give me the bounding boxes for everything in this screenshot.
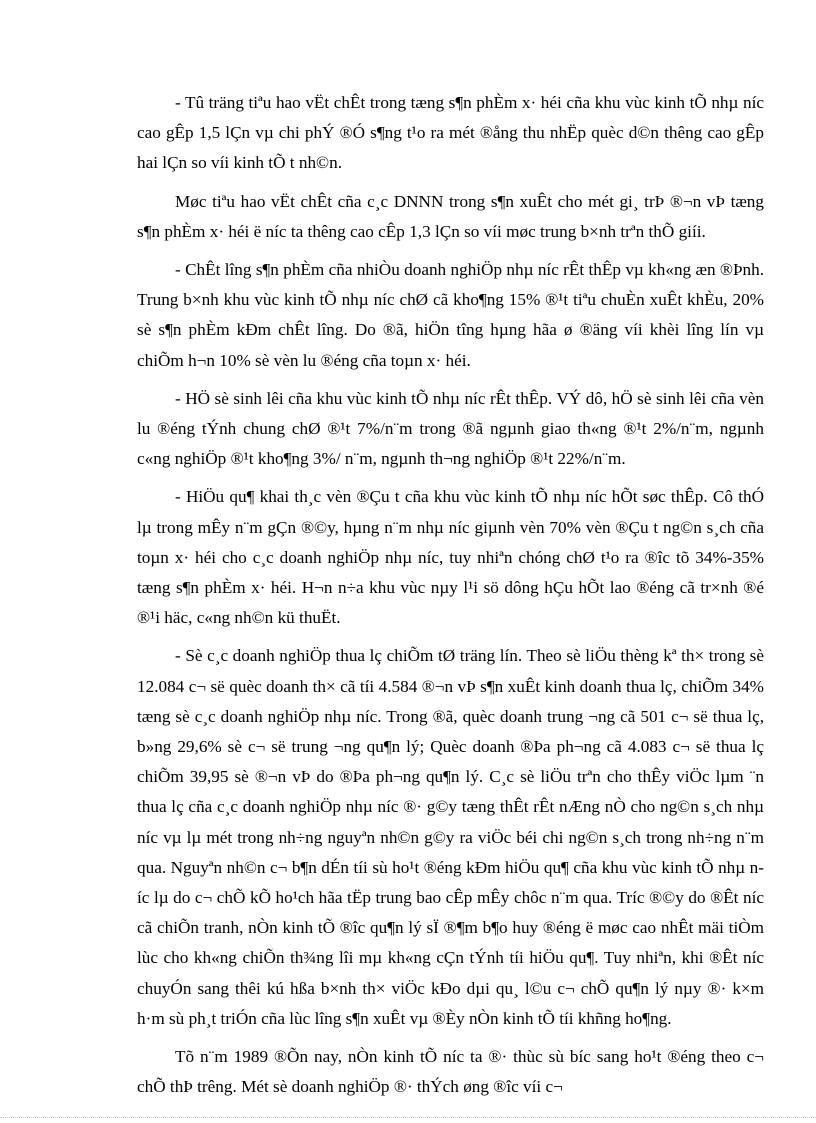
paragraph-material-consumption: Møc tiªu hao vËt chÊt cña c¸c DNNN trong s¶n xuÊt cho mét gi¸ trÞ ®¬n vÞ tæng s¶n phÈm x· héi ë níc ta thêng cao cÊp 1,3 lÇn so víi møc trung b×nh trªn thÕ giíi. [137, 191, 764, 241]
paragraph-profit-ratio: - HÖ sè sinh lêi cña khu vùc kinh tÕ nhµ níc rÊt thÊp. VÝ dô, hÖ sè sinh lêi cña vèn lu ®éng tÝnh chung chØ ®¹t 7%/n¨m trong ®ã ngµnh giao th«ng ®¹t 2%/n¨m, ngµnh c«ng nghiÖp ®¹t kho¶ng 3%/ n¨m, ngµnh th¬ng nghiÖp ®¹t 22%/n¨m. [137, 388, 764, 469]
document-body [137, 88, 764, 1111]
paragraph-product-quality: - ChÊt lîng s¶n phÈm cña nhiÒu doanh nghiÖp nhµ níc rÊt thÊp vµ kh«ng æn ®Þnh. Trung b×nh khu vùc kinh tÕ nhµ níc chØ cã kho¶ng 15% ®¹t tiªu chuÈn xuÊt khÈu, 20% sè s¶n phÈm kÐm chÊt lîng. Do ®ã, hiÖn tîng hµng hãa ø ®äng víi khèi lîng lín vµ chiÕm h¬n 10% sè vèn lu ®éng cña toµn x· héi. [137, 260, 764, 370]
paragraph-loss-making-enterprises: - Sè c¸c doanh nghiÖp thua lç chiÕm tØ träng lín. Theo sè liÖu thèng kª th× trong sè 12.084 c¬ së quèc doanh th× cã tíi 4.584 ®¬n vÞ s¶n xuÊt kinh doanh thua lç, chiÕm 34% tæng sè c¸c doanh nghiÖp nhµ níc. Trong ®ã, quèc doanh trung ¬ng cã 501 c¬ së thua lç, b»ng 29,6% sè c¬ së trung ¬ng qu¶n lý; Quèc doanh ®Þa ph¬ng cã 4.083 c¬ së thua lç chiÕm 39,95 sè ®¬n vÞ do ®Þa ph¬ng qu¶n lý. C¸c sè liÖu trªn cho thÊy viÖc lµm ¨n thua lç cña c¸c doanh nghiÖp nhµ níc ®· g©y tæng thÊt rÊt nÆng nÒ cho ng©n s¸ch nhµ níc vµ lµ mét trong nh÷ng nguyªn nh©n g©y ra viÖc béi chi ng©n s¸ch trong nh÷ng n¨m qua. Nguyªn nh©n c¬ b¶n dÉn tíi sù ho¹t ®éng kÐm hiÖu qu¶ cña khu vùc kinh tÕ nhµ níc lµ do c¬ chÕ kÕ ho¹ch hãa tËp trung bao cÊp mÊy chôc n¨m qua. Tríc ®©y do ®Êt níc cã chiÕn tranh, nÒn kinh tÕ ®îc qu¶n lý sÏ ®¶m b¶o huy ®éng ë møc cao nhÊt mäi tiÒm lùc cho kh«ng chiÕn th¾ng lîi mµ kh«ng cÇn tÝnh tíi hiÖu qu¶. Tuy nhiªn, khi ®Êt níc chuyÓn sang thêi kú hßa b×nh th× viÖc kÐo dµi qu¸ l©u c¬ chÕ qu¶n lý nµy ®· k×m h·m sù ph¸t triÓn cña lùc lîng s¶n xuÊt vµ ®Èy nÒn kinh tÕ tíi khñng ho¶ng. [137, 646, 764, 1028]
page-bottom-divider [0, 1117, 816, 1118]
paragraph-investment-efficiency: - HiÖu qu¶ khai th¸c vèn ®Çu t cña khu vùc kinh tÕ nhµ níc hÕt søc thÊp. Cô thÓ lµ trong mÊy n¨m gÇn ®©y, hµng n¨m nhµ níc giµnh vèn 70% vèn ®Çu t ng©n s¸ch cña toµn x· héi cho c¸c doanh nghiÖp nhµ níc, tuy nhiªn chóng chØ t¹o ra ®îc tõ 34%-35% tæng s¶n phÈm x· héi. H¬n n÷a khu vùc nµy l¹i sö dông hÇu hÕt lao ®éng cã tr×nh ®é ®¹i häc, c«ng nh©n kü thuËt. [137, 487, 764, 628]
paragraph-material-cost-ratio: - Tû träng tiªu hao vËt chÊt trong tæng s¶n phÈm x· héi cña khu vùc kinh tÕ nhµ níc cao gÊp 1,5 lÇn vµ chi phÝ ®Ó s¶ng t¹o ra mét ®ång thu nhËp quèc d©n thêng cao gÊp hai lÇn so víi kinh tÕ t nh©n. [137, 93, 764, 173]
paragraph-market-mechanism: Tõ n¨m 1989 ®Õn nay, nÒn kinh tÕ níc ta ®· thùc sù bíc sang ho¹t ®éng theo c¬ chÕ thÞ trêng. Mét sè doanh nghiÖp ®· thÝch øng ®îc víi c¬ [137, 1047, 764, 1097]
